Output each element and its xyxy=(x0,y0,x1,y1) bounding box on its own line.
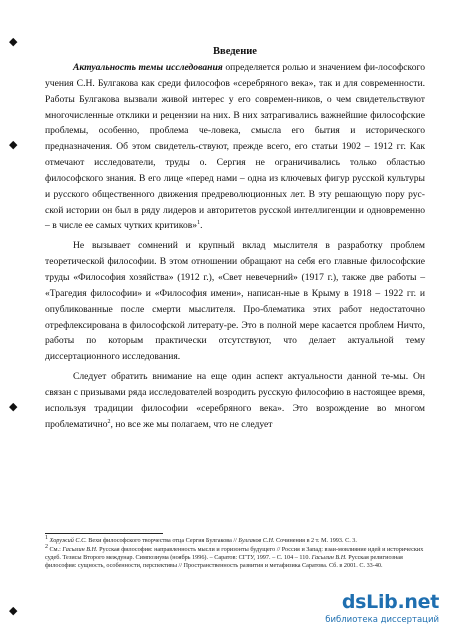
footnote-2: $^2$ См.: Гасылин В.Н. Русская философия: направленность мысли и горизонты будущего // Россия и Запад: взаи-мовлияние идей и исторических судеб. Тезисы Второго междунар. Симпозиума (ноябрь 1996). – Саратов: СГТУ, 1997. – С. 104 – 110. Гасылин В.Н. Русская религиозная философия: сущность, особенности, перспективы // Пространственность развития и метафизика Саратова. Сб. в 2001. С. 33-40. xyxy=(45,543,424,569)
dslib-watermark[interactable] xyxy=(291,591,441,629)
paragraph-2: Не вызывает сомнений и крупный вклад мыслителя в разработку проблем теоретической философии. В этом отношении обращают на себя его главные философские труды «Философия хозяйства» (1912 г.), «Свет невечерний» (1917 г.), также две работы – «Трагедия философии» и «Философия имени», написан-ные в Крыму в 1918 – 1922 гг. и опубликованные после смерти мыслителя. Про-блематика этих работ недостаточно отрефлексирована в философской литерату-ре. Это в полной мере касается проблем Ничто, работы по которым практически отсутствуют, что делает актуальной тему диссертационного исследования. xyxy=(45,240,425,363)
paragraph-text: Следует обратить внимание на еще один аспект актуальности данной те-мы. Он связан с призывами ряда исследователей возродить русскую философию в настоящее время, используя традиции философии «серебряного века». Это возрождение во многом проблематично xyxy=(45,371,425,430)
dslib-logo: dsLib.net xyxy=(341,591,439,613)
margin-mark: ◆ xyxy=(9,139,18,151)
paragraph-text: определяется ролью и значением фи-лософского учения С.Н. Булгакова как среди философов «серебряного века», так и для современности. Работы Булгакова вызвали живой интерес у его современ-ников, о чем свидетельствуют многочисленные отклики и рецензии на них. В них затрагивались важнейшие философские проблемы, особенно, проблема че-ловека, смысла его бытия и исторического предназначения. Об этом свидетель-ствуют, прежде всего, его статьи 1902 – 1912 гг. Как отмечают исследователи, труды о. Сергия не ограничивались только областью философского знания. В его лице «перед нами – одна из ключевых фигур русской культуры и русского общественного движения предреволюционных лет. В эту решающую пору рус-ской истории он был в ряду лидеров и авторитетов русской интеллигенции и одновременно – в числе ее самых чутких критиков» xyxy=(45,62,425,232)
margin-mark: ◆ xyxy=(9,605,18,617)
footnotes xyxy=(45,534,425,571)
paragraph-lead: Актуальность темы исследования xyxy=(73,62,223,73)
paragraph-3: Следует обратить внимание на еще один аспект актуальности данной те-мы. Он связан с призывами ряда исследователей возродить русскую философию в настоящее время, используя традиции философии «серебряного века». Это возрождение во многом проблематично$^2$, но все же мы полагаем, что не следует xyxy=(45,371,425,430)
document-title: Введение xyxy=(213,46,257,57)
footnote-1: $^1$ Хоружий С.С. Вехи философского творчества отца Сергия Булгакова // Булгаков С.Н. Сочинения в 2 т. М. 1993. С. 3. xyxy=(45,534,357,544)
footnote-divider xyxy=(45,533,163,534)
dslib-subtitle: библиотека диссертаций xyxy=(325,615,439,625)
footnote-ref-1[interactable]: 1 xyxy=(197,220,201,227)
margin-mark: ◆ xyxy=(9,36,18,48)
margin-mark: ◆ xyxy=(9,401,18,413)
document-page xyxy=(45,44,425,432)
footnote-ref-2[interactable]: 2 xyxy=(107,418,111,425)
paragraph-1: Актуальность темы исследования определяется ролью и значением фи-лософского учения С.Н. Булгакова как среди философов «серебряного века», так и для современности. Работы Булгакова вызвали живой интерес у его современ-ников, о чем свидетельствуют многочисленные отклики и рецензии на них. В них затрагивались важнейшие философские проблемы, особенно, проблема че-ловека, смысла его бытия и исторического предназначения. Об этом свидетель-ствуют, прежде всего, его статьи 1902 – 1912 гг. Как отмечают исследователи, труды о. Сергия не ограничивались только областью философского знания. В его лице «перед нами – одна из ключевых фигур русской культуры и русского общественного движения предреволюционных лет. В эту решающую пору рус-ской истории он был в ряду лидеров и авторитетов русской интеллигенции и одновременно – в числе ее самых чутких критиков»$^1$. xyxy=(45,62,425,232)
